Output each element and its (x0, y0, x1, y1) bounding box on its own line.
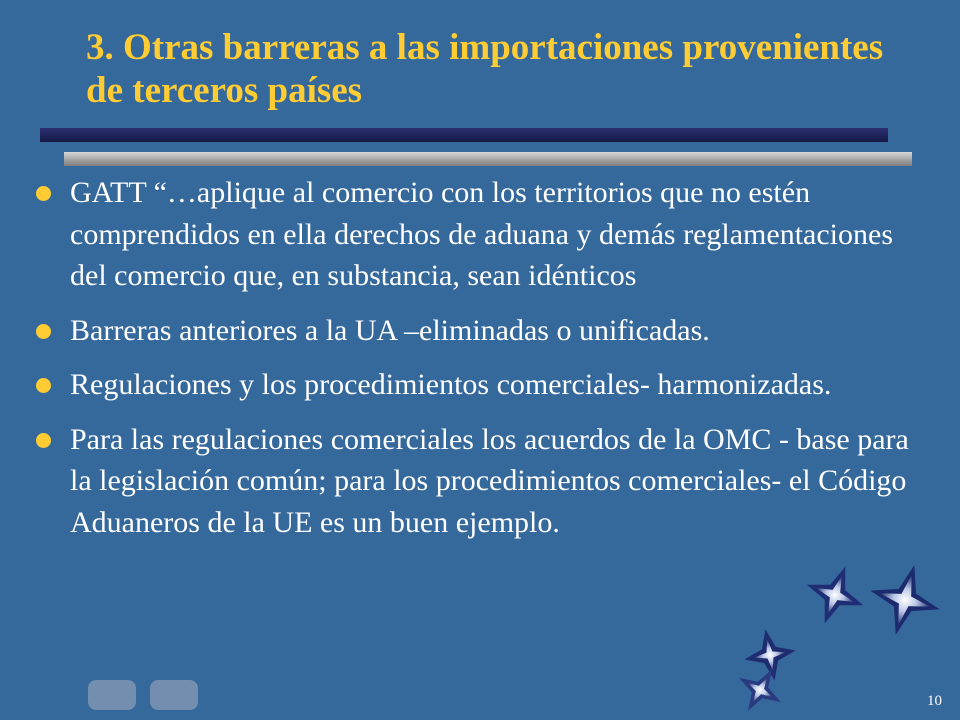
bullet-item (34, 364, 934, 406)
bullet-text: Barreras anteriores a la UA –eliminadas o unificadas. (70, 313, 710, 347)
bullet-item (34, 419, 934, 544)
slide-title: 3. Otras barreras a las importaciones provenientes de terceros países (86, 27, 884, 111)
decorative-blob-icon (86, 676, 206, 716)
star-icon (727, 657, 793, 720)
star-icon (797, 557, 874, 634)
bullet-list (34, 172, 934, 556)
bullet-dot-icon (36, 186, 51, 201)
title-underline-dark (40, 128, 888, 142)
bullet-item (34, 310, 934, 352)
page-number: 10 (927, 693, 942, 709)
title-underline-gray (64, 152, 912, 166)
bullet-dot-icon (36, 378, 51, 393)
bullet-text: Para las regulaciones comerciales los acuerdos de la OMC - base para la legislación común; para los procedimientos comerciales- el Código Aduaneros de la UE es un buen ejemplo. (70, 422, 909, 539)
star-cluster (700, 540, 960, 720)
bullet-item (34, 172, 934, 297)
bullet-dot-icon (36, 324, 51, 339)
star-icon (861, 556, 949, 644)
bullet-text: GATT “…aplique al comercio con los territorios que no estén comprendidos en ella derechos de aduana y demás reglamentaciones del comercio que, en substancia, sean idénticos (70, 176, 893, 292)
bullet-dot-icon (36, 433, 51, 448)
bullet-text: Regulaciones y los procedimientos comerciales- harmonizadas. (70, 368, 832, 401)
